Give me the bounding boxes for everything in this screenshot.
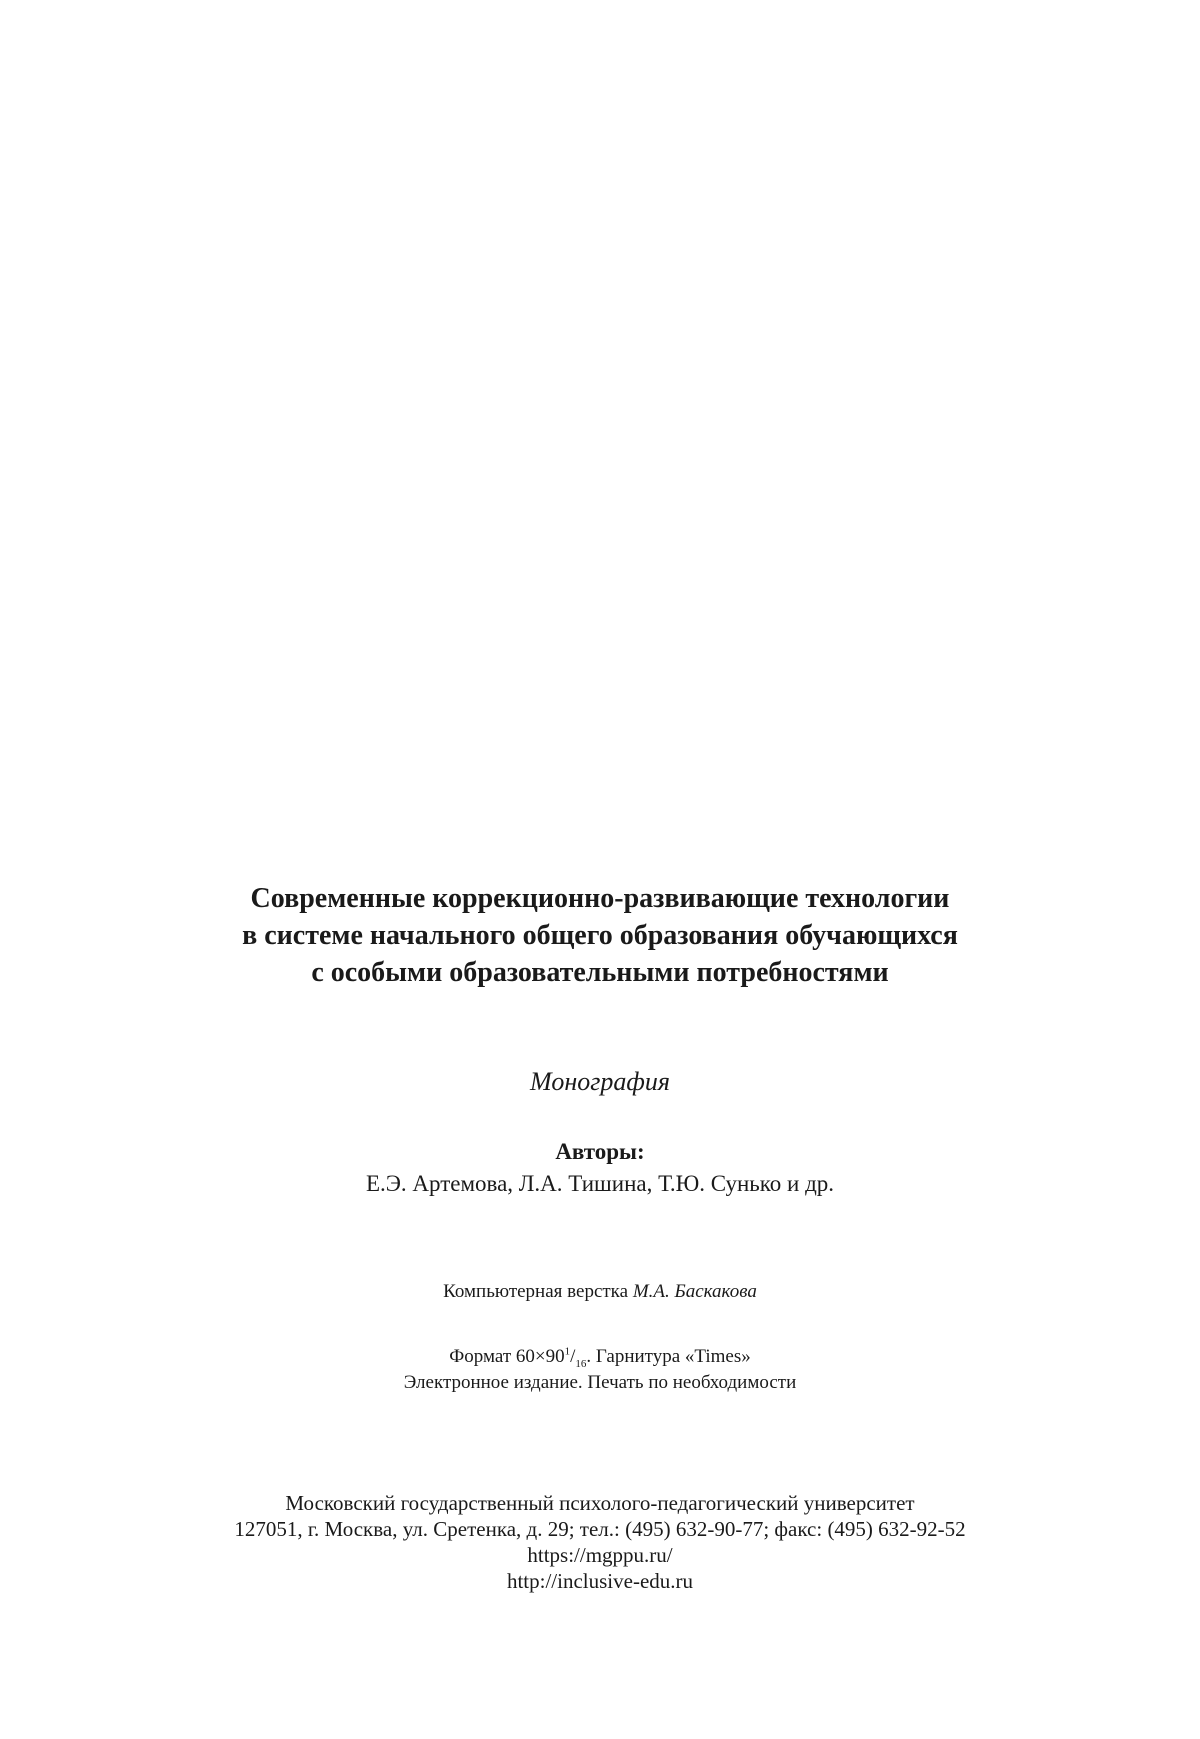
book-title-line-3: с особыми образовательными потребностями — [311, 957, 889, 988]
book-title-line-1: Современные коррекционно-развивающие технологии — [250, 883, 950, 914]
format-suffix: . Гарнитура «Times» — [586, 1346, 751, 1367]
format-slash: / — [570, 1346, 576, 1367]
book-title-line-2: в системе начального общего образования обучающихся — [242, 920, 958, 951]
format-numerator: 1 — [564, 1345, 571, 1358]
layout-credit — [0, 1280, 1200, 1304]
format-line — [0, 1344, 1200, 1370]
layout-credit-name: М.А. Баскакова — [632, 1281, 757, 1302]
format-info — [0, 1344, 1200, 1396]
publisher-site-2: http://inclusive-edu.ru — [506, 1569, 694, 1593]
publisher-address: 127051, г. Москва, ул. Сретенка, д. 29; тел.: (495) 632-90-77; факс: (495) 632-92-52 — [234, 1517, 966, 1541]
publisher-name: Московский государственный психолого-педагогический университет — [285, 1491, 915, 1515]
format-denominator: 16 — [575, 1357, 587, 1370]
authors-names: Е.Э. Артемова, Л.А. Тишина, Т.Ю. Сунько и др. — [365, 1171, 835, 1196]
publisher-info — [0, 1490, 1200, 1594]
format-prefix: Формат 60×90 — [449, 1346, 565, 1367]
publisher-site-1: https://mgppu.ru/ — [527, 1543, 673, 1567]
authors-heading: Авторы: — [555, 1139, 645, 1164]
layout-credit-label: Компьютерная верстка — [443, 1281, 633, 1302]
book-title — [0, 880, 1200, 991]
book-genre: Монография — [530, 1067, 670, 1096]
edition-line: Электронное издание. Печать по необходимости — [403, 1372, 797, 1393]
